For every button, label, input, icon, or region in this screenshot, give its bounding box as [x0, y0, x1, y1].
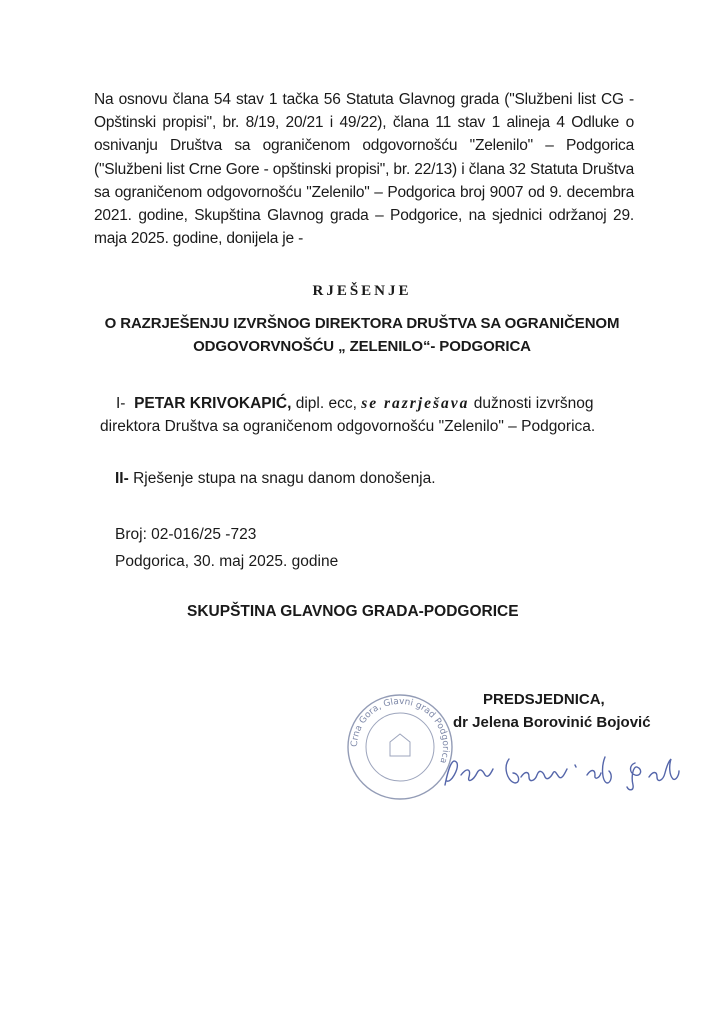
decision-item-2	[115, 470, 436, 488]
item-2-text: Rješenje stupa na snagu danom donošenja.	[128, 470, 436, 487]
intro-paragraph: Na osnovu člana 54 stav 1 tačka 56 Statuta Glavnog grada ("Službeni list CG - Opštinski propisi", br. 8/19, 20/21 i 49/22), člana 11 stav 1 alineja 4 Odluke o osnivanju Društva sa ograničenom odgovornošću "Zelenilo" – Podgorica ("Službeni list Crne Gore - opštinski propisi", br. 22/13) i člana 32 Statuta Društva sa ograničenom odgovornošću "Zelenilo" – Podgorica broj 9007 od 9. decembra 2021. godine, Skupština Glavnog grada – Podgorice, na sjednici održanoj 29. maja 2025. godine, donijela je -	[94, 91, 634, 248]
signatory-title: PREDSJEDNICA,	[483, 691, 605, 708]
document-meta	[115, 521, 338, 575]
item-1-number: I-	[116, 395, 126, 412]
item-1-line-2: direktora Društva sa ograničenom odgovornošću "Zelenilo" – Podgorica.	[100, 418, 596, 435]
document-title: RJEŠENJE	[312, 283, 412, 299]
decision-verb: se razrješava	[361, 395, 470, 412]
item-1-rest-1: dužnosti izvršnog	[469, 395, 594, 412]
svg-text:Crna Gora, Glavni grad Podgori	[350, 697, 450, 765]
item-1-line-1	[100, 392, 640, 415]
place-and-date: Podgorica, 30. maj 2025. godine	[115, 553, 339, 570]
item-2-number: II-	[115, 470, 129, 487]
decision-item-1	[100, 392, 640, 438]
person-name: PETAR KRIVOKAPIĆ,	[134, 395, 292, 412]
subtitle-line-1: O RAZRJEŠENJU IZVRŠNOG DIREKTORA DRUŠTVA SA OGRANIČENOM	[104, 315, 620, 332]
signatory-name: dr Jelena Borovinić Bojović	[453, 714, 651, 731]
reference-number: Broj: 02-016/25 -723	[115, 526, 257, 543]
issuing-body: SKUPŠTINA GLAVNOG GRADA-PODGORICE	[187, 603, 519, 620]
stamp-text: Crna Gora, Glavni grad Podgorica	[349, 696, 451, 765]
document-subtitle	[0, 312, 724, 358]
handwritten-signature-icon	[437, 747, 697, 797]
subtitle-line-2: ODGOVORVNOŠĆU „ ZELENILO“- PODGORICA	[193, 338, 531, 355]
person-title: dipl. ecc,	[291, 395, 362, 412]
